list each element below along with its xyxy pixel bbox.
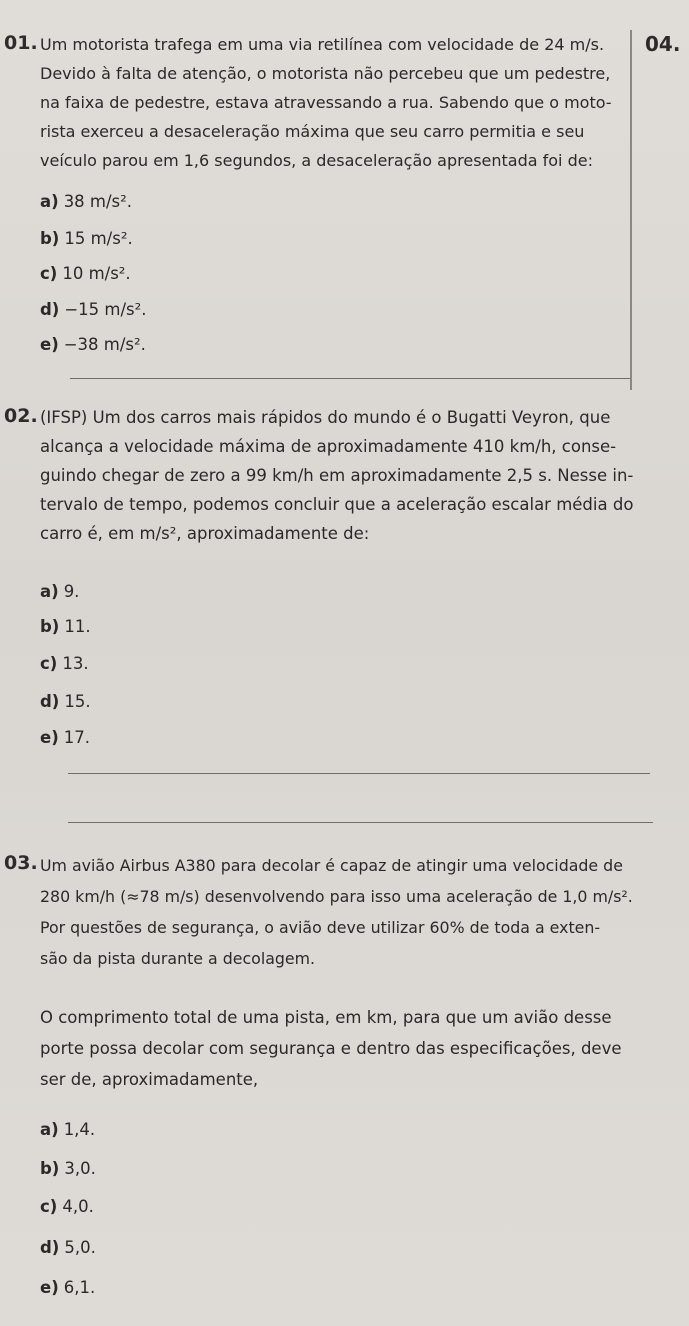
option-letter: a) xyxy=(40,582,59,601)
option-letter: c) xyxy=(40,654,58,673)
question-1-option-a[interactable] xyxy=(40,192,132,211)
question-3-prompt-line: O comprimento total de uma pista, em km, para que um avião desse xyxy=(40,1008,612,1027)
question-1-line: veículo parou em 1,6 segundos, a desaceleração apresentada foi de: xyxy=(40,151,593,170)
option-letter: c) xyxy=(40,264,58,283)
option-letter: b) xyxy=(40,1159,60,1178)
question-1-line: Devido à falta de atenção, o motorista não percebeu que um pedestre, xyxy=(40,64,611,83)
answer-line xyxy=(68,773,650,774)
question-2-option-b[interactable] xyxy=(40,617,91,636)
question-3-option-c[interactable] xyxy=(40,1197,94,1216)
question-1-option-d[interactable] xyxy=(40,300,147,319)
question-3-number: 03. xyxy=(4,852,38,874)
option-text: 15 m/s². xyxy=(64,229,133,248)
option-text: 9. xyxy=(63,582,80,601)
question-1-number: 01. xyxy=(4,32,38,54)
question-3-option-b[interactable] xyxy=(40,1159,96,1178)
question-3-option-d[interactable] xyxy=(40,1238,96,1257)
option-text: 38 m/s². xyxy=(63,192,133,211)
question-3-line: 280 km/h (≈78 m/s) desenvolvendo para isso uma aceleração de 1,0 m/s². xyxy=(40,887,633,906)
option-text: 11. xyxy=(64,617,91,636)
question-2-line: alcança a velocidade máxima de aproximadamente 410 km/h, conse- xyxy=(40,437,617,456)
option-text: 4,0. xyxy=(62,1197,94,1216)
option-letter: c) xyxy=(40,1197,58,1216)
answer-line xyxy=(70,378,630,379)
option-text: 10 m/s². xyxy=(62,264,131,283)
option-text: 17. xyxy=(63,728,90,747)
question-2-line: tervalo de tempo, podemos concluir que a aceleração escalar média do xyxy=(40,495,634,514)
question-3-option-e[interactable] xyxy=(40,1278,95,1297)
option-text: 6,1. xyxy=(63,1278,96,1297)
question-2-option-a[interactable] xyxy=(40,582,79,601)
option-letter: d) xyxy=(40,692,60,711)
option-letter: e) xyxy=(40,728,59,747)
question-1-line: Um motorista trafega em uma via retilínea com velocidade de 24 m/s. xyxy=(40,35,605,54)
question-2-line: (IFSP) Um dos carros mais rápidos do mundo é o Bugatti Veyron, que xyxy=(40,408,611,427)
option-letter: a) xyxy=(40,1120,59,1139)
question-2-option-d[interactable] xyxy=(40,692,91,711)
question-2-option-e[interactable] xyxy=(40,728,90,747)
option-text: −15 m/s². xyxy=(64,300,147,319)
option-letter: e) xyxy=(40,1278,59,1297)
question-1-line: rista exerceu a desaceleração máxima que seu carro permitia e seu xyxy=(40,122,585,141)
option-text: −38 m/s². xyxy=(63,335,146,354)
option-letter: b) xyxy=(40,229,60,248)
option-letter: d) xyxy=(40,300,60,319)
option-letter: e) xyxy=(40,335,59,354)
question-1-option-b[interactable] xyxy=(40,229,133,248)
question-1-statement xyxy=(40,30,625,175)
question-3-line: são da pista durante a decolagem. xyxy=(40,949,316,968)
option-text: 3,0. xyxy=(64,1159,96,1178)
question-3-option-a[interactable] xyxy=(40,1120,95,1139)
question-3-line: Por questões de segurança, o avião deve utilizar 60% de toda a exten- xyxy=(40,918,601,937)
option-text: 13. xyxy=(62,654,89,673)
question-2-statement xyxy=(40,403,660,548)
question-1-option-c[interactable] xyxy=(40,264,131,283)
question-2-line: guindo chegar de zero a 99 km/h em aproximadamente 2,5 s. Nesse in- xyxy=(40,466,634,485)
question-3-prompt xyxy=(40,1002,680,1095)
question-3-statement xyxy=(40,850,680,974)
question-3-prompt-line: ser de, aproximadamente, xyxy=(40,1070,259,1089)
option-text: 1,4. xyxy=(63,1120,96,1139)
question-2-option-c[interactable] xyxy=(40,654,89,673)
column-divider xyxy=(630,30,632,390)
question-1-line: na faixa de pedestre, estava atravessando a rua. Sabendo que o moto- xyxy=(40,93,612,112)
option-letter: d) xyxy=(40,1238,60,1257)
next-question-number: 04. xyxy=(645,32,681,56)
option-text: 5,0. xyxy=(64,1238,96,1257)
option-letter: b) xyxy=(40,617,60,636)
answer-line xyxy=(68,822,653,823)
question-1-option-e[interactable] xyxy=(40,335,146,354)
option-letter: a) xyxy=(40,192,59,211)
option-text: 15. xyxy=(64,692,91,711)
question-2-line: carro é, em m/s², aproximadamente de: xyxy=(40,524,370,543)
question-2-number: 02. xyxy=(4,405,38,427)
question-3-line: Um avião Airbus A380 para decolar é capaz de atingir uma velocidade de xyxy=(40,856,623,875)
question-3-prompt-line: porte possa decolar com segurança e dentro das especificações, deve xyxy=(40,1039,622,1058)
